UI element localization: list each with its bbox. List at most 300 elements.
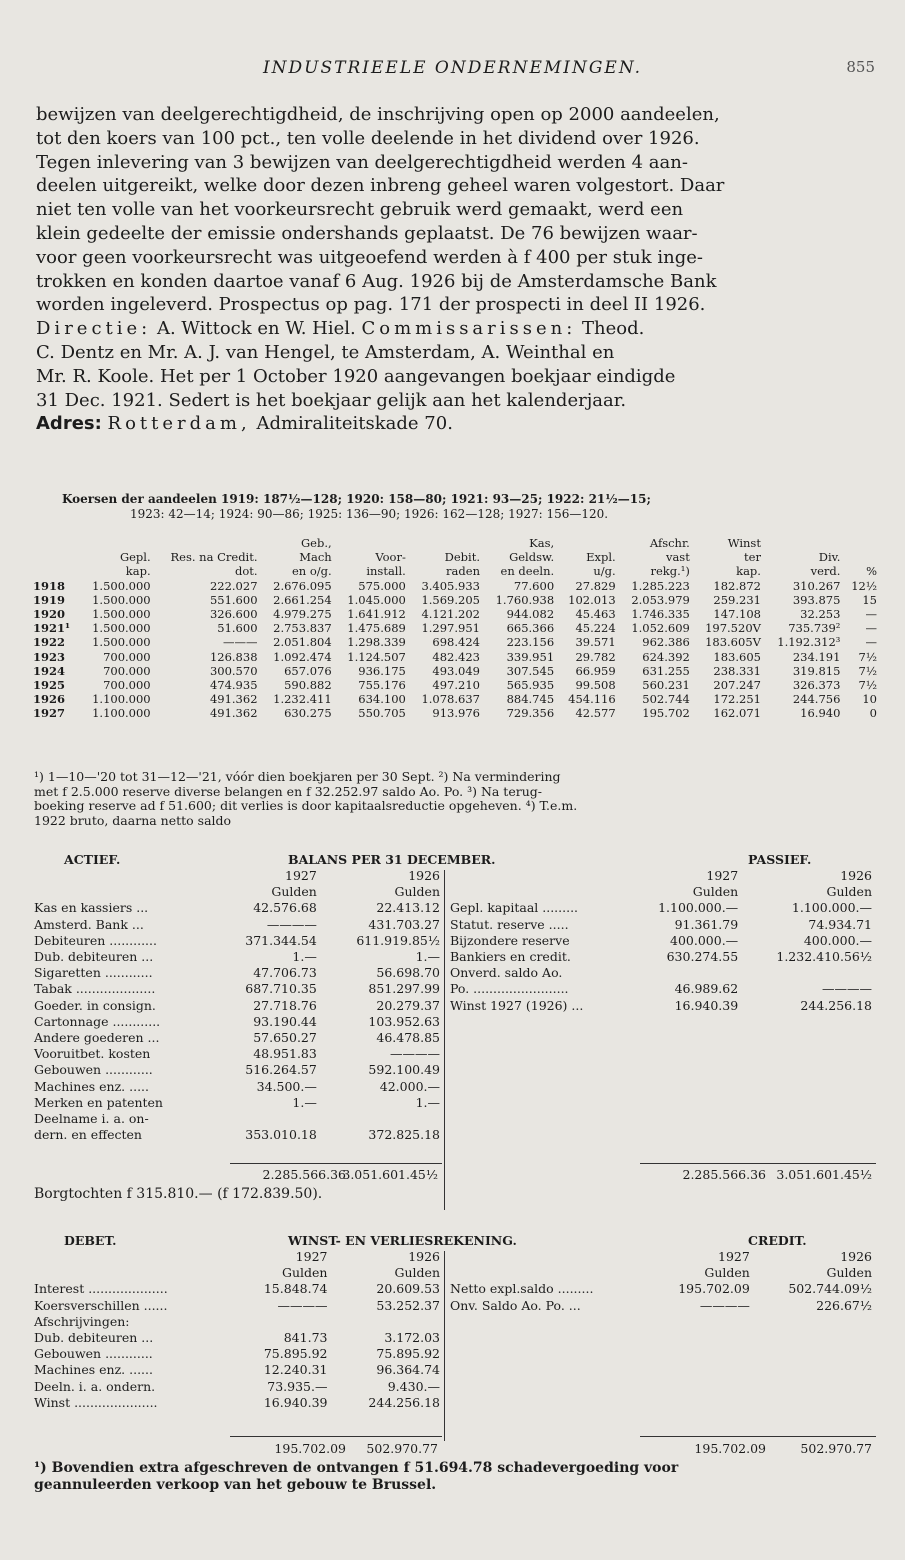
column-header: Debit.	[444, 550, 480, 565]
amount-1927: 48.951.83	[253, 1046, 317, 1062]
table-cell: 1.078.637	[421, 692, 480, 707]
table-row	[30, 579, 880, 593]
row-label: Onverd. saldo Ao.	[450, 965, 563, 981]
table-cell: 183.605	[713, 649, 761, 664]
credit-total-rule	[640, 1436, 876, 1437]
note-line: 1922 bruto, daarna netto saldo	[34, 812, 232, 828]
unit-header: Gulden	[271, 884, 317, 900]
wv-footnote	[34, 1460, 678, 1493]
column-header: vast	[665, 550, 690, 565]
table-row	[30, 1127, 444, 1143]
table-cell: 962.386	[642, 635, 690, 650]
balans-actief-table	[30, 868, 444, 1143]
table-row	[30, 1046, 444, 1062]
table-cell: 1.297.951	[421, 621, 480, 636]
amount-1926: ————	[822, 981, 872, 997]
table-row	[30, 1062, 444, 1078]
debet-total-1927: 195.702.09	[274, 1441, 346, 1456]
credit-total-1926: 502.970.77	[800, 1441, 872, 1456]
amount-1926: 244.256.18	[800, 997, 872, 1013]
column-header	[30, 550, 79, 564]
amount-1927: 73.935.—	[267, 1378, 328, 1394]
table-cell: 551.600	[209, 592, 258, 607]
credit-total-1927: 195.702.09	[694, 1441, 766, 1456]
year-header: 1927	[706, 868, 739, 883]
balans-title: BALANS PER 31 DECEMBER.	[288, 852, 496, 867]
year-cell: 1921¹	[33, 621, 71, 636]
text-line: niet ten volle van het voorkeursrecht gebruik werd gemaakt, werd een	[36, 199, 684, 221]
table-cell: 183.605V	[705, 635, 761, 650]
table-row	[30, 1314, 444, 1330]
row-label: Machines enz. .....	[34, 1078, 149, 1094]
table-cell: 29.782	[575, 649, 616, 664]
year-header: 1926	[840, 1249, 872, 1264]
wv-credit-table	[446, 1249, 876, 1314]
amount-1927	[230, 1314, 331, 1330]
row-label: Winst 1927 (1926) ...	[450, 997, 584, 1013]
table-row	[30, 1362, 444, 1378]
debet-total-rule	[230, 1436, 442, 1437]
row-label: Onv. Saldo Ao. Po. ...	[450, 1297, 581, 1313]
amount-1927: 27.718.76	[253, 997, 317, 1013]
year-cell: 1920	[33, 607, 66, 622]
table-row	[446, 949, 876, 965]
table-cell: 326.600	[209, 607, 258, 622]
commissarissen-label: Commissarissen:	[361, 318, 577, 340]
table-cell: 7½	[858, 649, 877, 664]
amount-1926: 20.279.37	[376, 997, 440, 1013]
amount-1926: 75.895.92	[376, 1346, 440, 1362]
table-cell: 4.979.275	[273, 607, 332, 622]
table-cell: 2.053.979	[631, 592, 690, 607]
adres-street: Admiraliteitskade 70.	[256, 413, 453, 435]
table-cell: 223.156	[506, 635, 555, 650]
wv-debet-table	[30, 1249, 444, 1411]
amount-1927: 57.650.27	[253, 1030, 317, 1046]
table-cell: 195.702	[642, 706, 690, 721]
table-header-row	[30, 550, 880, 564]
table-cell: 590.882	[284, 678, 332, 693]
table-cell: —	[865, 635, 877, 650]
year-header: 1926	[408, 1249, 440, 1264]
unit-header: Gulden	[826, 1265, 872, 1281]
amount-1926	[321, 1111, 444, 1127]
row-label: Gepl. kapitaal .........	[450, 900, 579, 916]
column-header: kap.	[736, 564, 761, 579]
unit-header: Gulden	[282, 1265, 328, 1281]
amount-1927: ————	[277, 1297, 328, 1313]
amount-1926: 592.100.49	[368, 1062, 440, 1078]
table-cell: 1.641.912	[347, 607, 406, 622]
text-line: trokken en konden daartoe vanaf 6 Aug. 1926 bij de Amsterdamsche Bank	[36, 270, 717, 292]
amount-1926: 1.—	[415, 949, 440, 965]
table-cell: 162.071	[713, 706, 761, 721]
amount-1927: 16.940.39	[263, 1394, 328, 1410]
row-label: Vooruitbet. kosten	[34, 1046, 151, 1062]
table-row	[446, 998, 876, 1014]
wv-title: WINST- EN VERLIESREKENING.	[288, 1233, 517, 1248]
table-cell: 630.275	[284, 706, 332, 721]
table-cell: 102.013	[568, 592, 616, 607]
table-row	[30, 1030, 444, 1046]
year-header: 1927	[718, 1249, 750, 1264]
table-row	[30, 678, 880, 692]
amount-1927: ————	[266, 916, 317, 932]
table-row	[30, 1298, 444, 1314]
table-cell: 491.362	[209, 706, 258, 721]
balans-divider	[444, 870, 445, 1210]
directie-line	[36, 317, 876, 341]
table-cell: 884.745	[506, 692, 555, 707]
year-cell: 1923	[33, 649, 66, 664]
amount-1926: 9.430.—	[387, 1378, 440, 1394]
table-cell: 319.815	[792, 663, 841, 678]
table-row	[30, 650, 880, 664]
year-cell: 1927	[33, 706, 66, 721]
table-row	[30, 998, 444, 1014]
amount-1927: 46.989.62	[674, 981, 739, 997]
table-cell: 172.251	[713, 692, 761, 707]
column-header: ter	[744, 550, 761, 565]
table-cell: 700.000	[103, 663, 151, 678]
table-cell: 7½	[858, 663, 877, 678]
row-label: Interest ....................	[34, 1281, 168, 1297]
amount-1927: 16.940.39	[674, 997, 739, 1013]
table-row	[30, 933, 444, 949]
table-cell: 16.940	[800, 706, 841, 721]
table-cell: 634.100	[358, 692, 406, 707]
column-header: kap.	[125, 564, 151, 579]
table-cell: 1.475.689	[347, 621, 406, 636]
financial-history-table	[30, 536, 880, 721]
column-header: Afschr.	[649, 536, 690, 550]
table-cell: 207.247	[713, 678, 761, 693]
row-label: Merken en patenten	[34, 1094, 163, 1110]
amount-1926: 22.413.12	[376, 900, 440, 916]
table-cell: 913.976	[432, 706, 480, 721]
amount-1926: 851.297.99	[368, 981, 440, 997]
table-cell: 99.508	[575, 678, 616, 693]
amount-1926: 46.478.85	[376, 1030, 440, 1046]
amount-1927: ————	[699, 1297, 750, 1313]
table-cell: 1.092.474	[273, 649, 332, 664]
passief-total-1927: 2.285.566.36	[682, 1167, 766, 1182]
column-header: Div.	[818, 550, 841, 565]
table-cell: 2.661.254	[273, 592, 332, 607]
table-row	[30, 917, 444, 933]
amount-1927: 15.848.74	[263, 1281, 328, 1297]
table-cell: 1.500.000	[92, 621, 151, 636]
year-header: 1926	[840, 868, 872, 883]
table-cell: 936.175	[358, 663, 406, 678]
row-label: Machines enz. ......	[34, 1362, 153, 1378]
directie-label: Directie:	[36, 318, 152, 340]
text-line: tot den koers van 100 pct., ten volle deelende in het dividend over 1926.	[36, 127, 700, 149]
table-row	[30, 692, 880, 706]
unit-header: Gulden	[394, 1265, 440, 1281]
row-label: Deelname i. a. on-	[34, 1111, 149, 1127]
column-header: Voor-	[375, 550, 406, 565]
table-cell: 310.267	[792, 578, 841, 593]
table-cell: 1.124.507	[347, 649, 406, 664]
column-header	[154, 536, 261, 550]
table-cell: 1.500.000	[92, 578, 151, 593]
amount-1926: 502.744.09½	[788, 1281, 872, 1297]
table-cell: 77.600	[513, 578, 555, 593]
column-header: install.	[366, 564, 406, 579]
column-header	[335, 536, 409, 550]
column-header: en o/g.	[291, 564, 332, 579]
amount-1926: 244.256.18	[368, 1394, 440, 1410]
table-cell: 39.571	[575, 635, 616, 650]
table-cell: 474.935	[209, 678, 258, 693]
table-cell: 45.224	[575, 621, 616, 636]
table-row	[30, 981, 444, 997]
table-row	[30, 1395, 444, 1411]
row-label: Gebouwen ............	[34, 1346, 153, 1362]
amount-1927: 91.361.79	[674, 916, 739, 932]
table-cell: 700.000	[103, 678, 151, 693]
row-label: Deeln. i. a. ondern.	[34, 1378, 156, 1394]
row-label: Po. ........................	[450, 981, 569, 997]
table-cell: 197.520V	[705, 621, 761, 636]
amount-1926: 53.252.37	[376, 1297, 440, 1313]
amount-1926: 431.703.27	[368, 916, 440, 932]
table-cell: 27.829	[575, 578, 616, 593]
column-header	[30, 564, 79, 578]
amount-1926: 1.—	[415, 1094, 440, 1110]
table-cell: ———	[223, 635, 258, 650]
row-label: Netto expl.saldo .........	[450, 1281, 594, 1297]
table-cell: 944.082	[506, 607, 555, 622]
table-row	[30, 621, 880, 635]
year-cell: 1919	[33, 592, 66, 607]
table-cell: 1.500.000	[92, 607, 151, 622]
table-cell: 1.500.000	[92, 635, 151, 650]
adres-city: Rotterdam,	[107, 413, 251, 435]
table-row	[30, 706, 880, 720]
table-row	[446, 965, 876, 981]
amount-1927: 1.—	[292, 1094, 317, 1110]
table-row	[446, 933, 876, 949]
table-row	[446, 917, 876, 933]
table-cell: 502.744	[642, 692, 690, 707]
amount-1927	[214, 1111, 321, 1127]
table-header-row	[30, 564, 880, 578]
table-cell: 126.838	[209, 649, 258, 664]
amount-1927: 1.—	[292, 949, 317, 965]
wv-credit-title: CREDIT.	[748, 1233, 807, 1248]
koersen-line-2: 1923: 42—14; 1924: 90—86; 1925: 136—90; 1926: 162—128; 1927: 156—120.	[130, 507, 609, 521]
amount-1926: 400.000.—	[803, 932, 872, 948]
amount-1926: ————	[390, 1046, 440, 1062]
table-cell: 1.192.312³	[777, 635, 841, 650]
row-label: Statut. reserve .....	[450, 916, 569, 932]
row-label: Gebouwen ............	[34, 1062, 153, 1078]
actief-total-1927: 2.285.566.36	[262, 1167, 346, 1182]
running-header: INDUSTRIEELE ONDERNEMINGEN.	[262, 58, 643, 78]
table-cell: 1.569.205	[421, 592, 480, 607]
table-cell: 2.753.837	[273, 621, 332, 636]
table-cell: 182.872	[713, 578, 761, 593]
amount-1926	[331, 1314, 444, 1330]
row-label: Sigaretten ............	[34, 965, 153, 981]
year-cell: 1918	[33, 578, 66, 593]
amount-1926: 611.919.85½	[356, 932, 440, 948]
table-cell: 631.255	[642, 663, 690, 678]
column-header: %	[866, 564, 877, 579]
table-row	[30, 664, 880, 678]
text-line: deelen uitgereikt, welke door dezen inbreng geheel waren volgestort. Daar	[36, 175, 725, 197]
column-header: raden	[446, 564, 480, 579]
amount-1926: 20.609.53	[376, 1281, 440, 1297]
table-cell: 10	[862, 692, 877, 707]
table-cell: 1.100.000	[92, 692, 151, 707]
table-cell: 491.362	[209, 692, 258, 707]
table-cell: 497.210	[432, 678, 480, 693]
table-cell: —	[865, 621, 877, 636]
amount-1926	[742, 965, 876, 981]
table-cell: 339.951	[506, 649, 555, 664]
adres-line	[36, 412, 876, 436]
amount-1927: 195.702.09	[678, 1281, 750, 1297]
text-line: bewijzen van deelgerechtigdheid, de inschrijving open op 2000 aandeelen,	[36, 104, 720, 125]
table-cell: 735.739²	[788, 621, 841, 636]
text-line: worden ingeleverd. Prospectus op pag. 171 der prospecti in deel II 1926.	[36, 294, 706, 316]
column-header	[843, 550, 880, 564]
table-cell: 493.049	[432, 663, 480, 678]
amount-1927: 630.274.55	[666, 949, 739, 965]
actief-total-1926: 3.051.601.45½	[342, 1167, 438, 1182]
amount-1926: 1.100.000.—	[791, 900, 872, 916]
table-cell: 1.298.339	[347, 635, 406, 650]
column-header	[557, 536, 619, 550]
table-row	[446, 1281, 876, 1297]
table-row	[30, 1379, 444, 1395]
year-cell: 1925	[33, 678, 66, 693]
note-line: boeking reserve ad f 51.600; dit verlies is door kapitaalsreductie opgeheven. ⁴) T.e.m.	[34, 798, 578, 813]
table-cell: 1.746.335	[631, 607, 690, 622]
table-cell: 1.045.000	[347, 592, 406, 607]
table-notes	[34, 770, 577, 828]
balans-passief-table	[446, 868, 876, 1014]
table-header-row	[30, 536, 880, 550]
text-line: Tegen inlevering van 3 bewijzen van deelgerechtigdheid werden 4 aan-	[36, 151, 688, 173]
table-row	[30, 965, 444, 981]
table-cell: 147.108	[713, 607, 761, 622]
table-row	[30, 593, 880, 607]
year-cell: 1926	[33, 692, 66, 707]
table-cell: 2.051.804	[273, 635, 332, 650]
table-row	[30, 1281, 444, 1297]
amount-1927: 1.100.000.—	[658, 900, 739, 916]
table-cell: —	[865, 607, 877, 622]
amount-1926: 372.825.18	[368, 1127, 440, 1143]
amount-1927: 841.73	[283, 1330, 328, 1346]
unit-header: Gulden	[394, 884, 440, 900]
table-cell: 755.176	[358, 678, 406, 693]
table-cell: 1.760.938	[495, 592, 555, 607]
amount-1927: 371.344.54	[245, 932, 317, 948]
table-cell: 42.577	[575, 706, 616, 721]
table-cell: 238.331	[713, 663, 761, 678]
table-cell: 1.100.000	[92, 706, 151, 721]
amount-1926: 42.000.—	[379, 1078, 440, 1094]
table-cell: 307.545	[506, 663, 555, 678]
table-row	[30, 635, 880, 649]
table-cell: 1.500.000	[92, 592, 151, 607]
column-header: Winst	[727, 536, 761, 550]
column-header	[79, 536, 153, 550]
amount-1926: 1.232.410.56½	[776, 949, 872, 965]
amount-1926: 3.172.03	[384, 1330, 440, 1346]
table-row	[30, 1014, 444, 1030]
table-cell: 300.570	[209, 663, 258, 678]
table-cell: 15	[862, 592, 877, 607]
commissarissen-text: Theod.	[582, 318, 645, 340]
amount-1927: 42.576.68	[253, 900, 317, 916]
amount-1927: 353.010.18	[245, 1127, 317, 1143]
column-header	[409, 536, 483, 550]
column-header: Geb.,	[301, 536, 332, 550]
row-label: Bijzondere reserve	[450, 932, 570, 948]
table-row	[30, 949, 444, 965]
debet-total-1926: 502.970.77	[366, 1441, 438, 1456]
table-row	[30, 1079, 444, 1095]
column-header: Kas,	[529, 536, 555, 550]
year-header: 1927	[285, 868, 317, 883]
row-label: Amsterd. Bank ...	[34, 916, 144, 932]
footnote-line: geannuleerden verkoop van het gebouw te Brussel.	[34, 1476, 437, 1493]
note-line: met f 2.5.000 reserve diverse belangen en f 32.252.97 saldo Ao. Po. ³) Na terug-	[34, 783, 542, 799]
table-cell: 66.959	[575, 663, 616, 678]
table-cell: 1.232.411	[273, 692, 332, 707]
row-label: Kas en kassiers ...	[34, 900, 149, 916]
row-label: Winst .....................	[34, 1394, 158, 1410]
table-cell: 565.935	[506, 678, 555, 693]
amount-1926: 74.934.71	[808, 916, 872, 932]
amount-1927: 47.706.73	[253, 965, 317, 981]
table-cell: 550.705	[358, 706, 406, 721]
table-cell: 7½	[858, 678, 877, 693]
table-row	[30, 607, 880, 621]
amount-1927: 687.710.35	[245, 981, 317, 997]
table-cell: 393.875	[792, 592, 841, 607]
table-cell: 560.231	[642, 678, 690, 693]
row-label: Cartonnage ............	[34, 1013, 161, 1029]
borgtochten: Borgtochten f 315.810.— (f 172.839.50).	[34, 1186, 323, 1202]
table-row	[30, 1346, 444, 1362]
footnote-line: ¹) Bovendien extra afgeschreven de ontvangen f 51.694.78 schadevergoeding voor	[34, 1460, 679, 1476]
table-cell: 1.052.609	[631, 621, 690, 636]
column-header: en deeln.	[500, 564, 555, 579]
table-cell: 32.253	[800, 607, 841, 622]
text-line: Mr. R. Koole. Het per 1 October 1920 aangevangen boekjaar eindigde	[36, 365, 676, 387]
year-header: 1927	[295, 1249, 328, 1264]
table-cell: 482.423	[432, 649, 480, 664]
column-header: dot.	[234, 564, 258, 579]
table-cell: 244.756	[792, 692, 841, 707]
column-header	[843, 536, 880, 550]
table-cell: 234.191	[792, 649, 841, 664]
amount-1927: 400.000.—	[670, 932, 739, 948]
balans-actief-title: ACTIEF.	[64, 852, 121, 867]
amount-1927	[628, 965, 742, 981]
row-label: dern. en effecten	[34, 1127, 142, 1143]
table-cell: 700.000	[103, 649, 151, 664]
table-cell: 259.231	[713, 592, 761, 607]
table-row	[30, 1330, 444, 1346]
